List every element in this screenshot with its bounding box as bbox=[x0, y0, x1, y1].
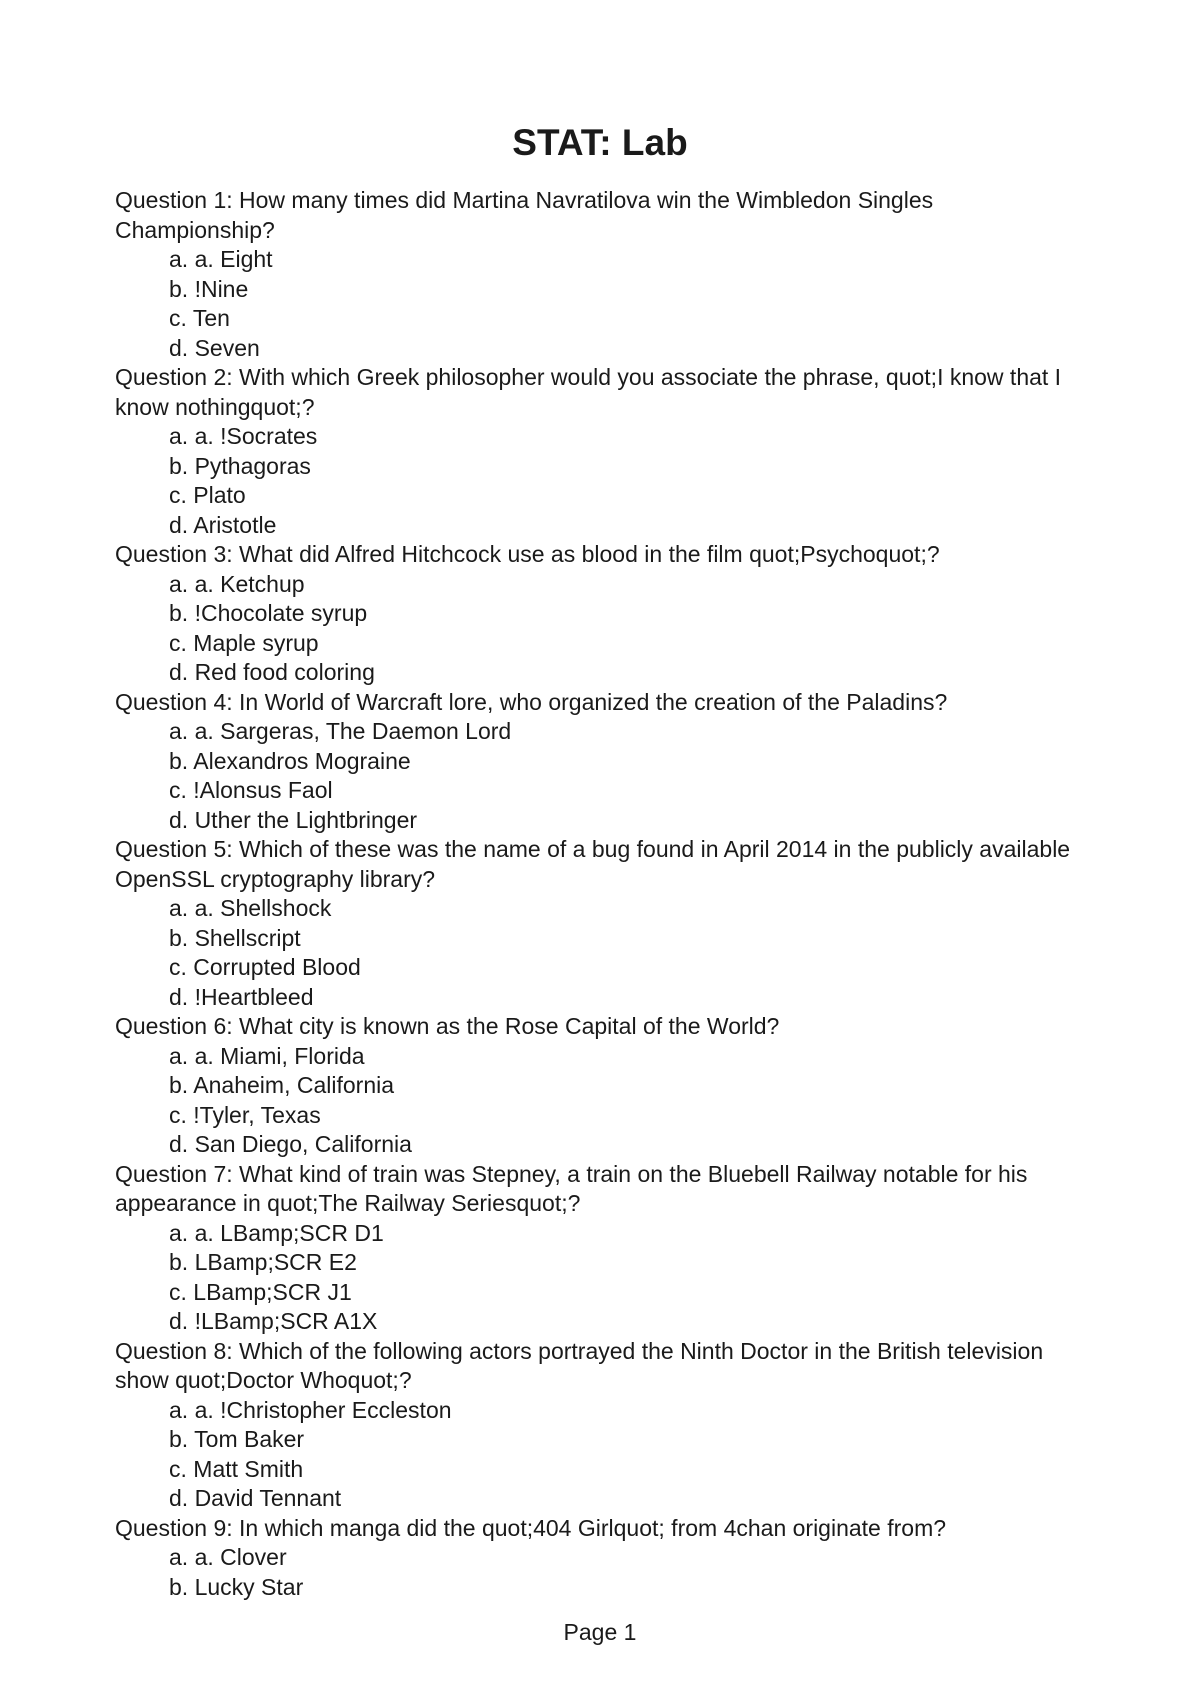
question-text: Question 1: How many times did Martina Navratilova win the Wimbledon Singles Championship? bbox=[115, 187, 934, 243]
answer-option: b. LBamp;SCR E2 bbox=[169, 1249, 357, 1275]
answer-option: c. Plato bbox=[169, 482, 246, 508]
question-block bbox=[115, 186, 1095, 363]
answer-option: d. Uther the Lightbringer bbox=[169, 806, 418, 833]
answer-option: b. Tom Baker bbox=[169, 1426, 305, 1452]
answer-list bbox=[115, 570, 1095, 688]
question-block bbox=[115, 688, 1095, 836]
question-block bbox=[115, 363, 1095, 540]
question-list bbox=[115, 186, 1095, 1602]
question-text: Question 9: In which manga did the quot;404 Girlquot; from 4chan originate from? bbox=[115, 1514, 947, 1541]
answer-option: c. LBamp;SCR J1 bbox=[169, 1278, 352, 1305]
answer-option: a. a. Sargeras, The Daemon Lord bbox=[169, 718, 512, 744]
answer-option: b. !Chocolate syrup bbox=[169, 600, 368, 626]
answer-list bbox=[115, 422, 1095, 540]
answer-option: c. Ten bbox=[169, 305, 230, 331]
answer-option: c. Maple syrup bbox=[169, 629, 319, 656]
answer-option: c. Matt Smith bbox=[169, 1455, 304, 1482]
answer-option: a. a. Miami, Florida bbox=[169, 1042, 365, 1069]
answer-option: b. Shellscript bbox=[169, 924, 301, 951]
answer-option: d. !LBamp;SCR A1X bbox=[169, 1308, 378, 1334]
question-block bbox=[115, 1012, 1095, 1160]
answer-list bbox=[115, 1396, 1095, 1514]
question-block bbox=[115, 540, 1095, 688]
question-block bbox=[115, 1160, 1095, 1337]
answer-option: d. !Heartbleed bbox=[169, 983, 314, 1010]
answer-list bbox=[115, 245, 1095, 363]
answer-option: b. !Nine bbox=[169, 275, 249, 302]
question-text: Question 7: What kind of train was Stepney, a train on the Bluebell Railway notable for his appearance in quot;The Railway Seriesquot;? bbox=[115, 1160, 1028, 1216]
page-number: Page 1 bbox=[563, 1619, 637, 1645]
question-text: Question 2: With which Greek philosopher would you associate the phrase, quot;I know that I know nothingquot;? bbox=[115, 364, 1062, 420]
answer-list bbox=[115, 1042, 1095, 1160]
answer-option: a. a. Eight bbox=[169, 246, 273, 272]
answer-option: a. a. LBamp;SCR D1 bbox=[169, 1219, 384, 1246]
answer-option: b. Pythagoras bbox=[169, 452, 311, 479]
answer-list bbox=[115, 717, 1095, 835]
question-block bbox=[115, 835, 1095, 1012]
answer-option: d. Red food coloring bbox=[169, 659, 375, 685]
question-text: Question 5: Which of these was the name of a bug found in April 2014 in the publicly available OpenSSL cryptography library? bbox=[115, 836, 1071, 892]
question-text: Question 3: What did Alfred Hitchcock use as blood in the film quot;Psychoquot;? bbox=[115, 541, 940, 567]
answer-option: d. Aristotle bbox=[169, 511, 277, 538]
answer-option: d. David Tennant bbox=[169, 1485, 342, 1511]
question-text: Question 4: In World of Warcraft lore, who organized the creation of the Paladins? bbox=[115, 688, 948, 715]
answer-list bbox=[115, 894, 1095, 1012]
answer-list bbox=[115, 1219, 1095, 1337]
answer-option: b. Lucky Star bbox=[169, 1573, 304, 1600]
answer-option: c. Corrupted Blood bbox=[169, 954, 361, 980]
answer-option: a. a. !Christopher Eccleston bbox=[169, 1396, 452, 1423]
answer-option: a. a. Shellshock bbox=[169, 895, 332, 921]
answer-option: a. a. Ketchup bbox=[169, 570, 305, 597]
question-block bbox=[115, 1337, 1095, 1514]
answer-option: a. a. !Socrates bbox=[169, 423, 318, 449]
answer-option: d. San Diego, California bbox=[169, 1131, 412, 1157]
question-text: Question 8: Which of the following actors portrayed the Ninth Doctor in the British television show quot;Doctor Whoquot;? bbox=[115, 1337, 1044, 1393]
answer-option: c. !Alonsus Faol bbox=[169, 777, 333, 803]
answer-list bbox=[115, 1543, 1095, 1602]
question-text: Question 6: What city is known as the Rose Capital of the World? bbox=[115, 1013, 780, 1039]
answer-option: c. !Tyler, Texas bbox=[169, 1101, 321, 1128]
answer-option: b. Alexandros Mograine bbox=[169, 747, 411, 774]
answer-option: b. Anaheim, California bbox=[169, 1072, 395, 1098]
page-title: STAT: Lab bbox=[512, 122, 688, 163]
answer-option: a. a. Clover bbox=[169, 1544, 287, 1570]
question-block bbox=[115, 1514, 1095, 1603]
answer-option: d. Seven bbox=[169, 334, 260, 361]
